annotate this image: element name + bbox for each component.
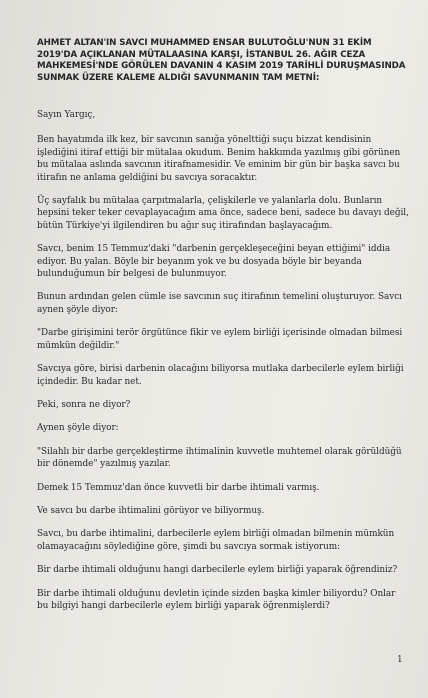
paragraph: Savcı, bu darbe ihtimalini, darbecilerle eylem birliği olmadan bilmenin mümkün olamayacağını söylediğine göre, şimdi bu savcıya sormak istiyorum: [37,529,395,552]
paragraph: Üç sayfalık bu mütalaa çarpıtmalarla, çelişkilerle ve yalanlarla dolu. Bunların hepsini teker teker cevaplayacağım ama önce, sadece beni, sadece bu davayı değil, bütün Türkiye'yi ilgilendiren bu ağır suç itirafından başlayacağım. [37,196,409,231]
paragraph: Aynen şöyle diyor: [37,423,119,434]
paragraph: Bir darbe ihtimali olduğunu hangi darbecilerle eylem birliği yaparak öğrendiniz? [37,565,398,576]
document-body [37,38,409,623]
salutation: Sayın Yargıç, [37,110,96,120]
document-heading: AHMET ALTAN'IN SAVCI MUHAMMED ENSAR BULUTOĞLU'NUN 31 EKİM 2019'DA AÇIKLANAN MÜTALAASINA KARŞI, İSTANBUL 26. AĞIR CEZA MAHKEMESİ'NDE GÖRÜLEN DAVANIN 4 KASIM 2019 TARİHLİ DURUŞMASINDA SUNMAK ÜZERE KALEME ALDIĞI SAVUNMANIN TAM METNİ: [37,38,406,83]
paragraph: Ve savcı bu darbe ihtimalini görüyor ve biliyormuş. [37,505,265,516]
paragraph: Bir darbe ihtimali olduğunu devletin içinde sizden başka kimler biliyordu? Onlar bu bilgiyi hangi darbecilerle eylem birliği yaparak öğrenmişlerdi? [37,588,396,611]
paragraph: Savcı, benim 15 Temmuz'daki "darbenin gerçekleşeceğini beyan ettiğimi" iddia ediyor. Bu yalan. Böyle bir beyanım yok ve bu dosyada böyle bir beyanda bulunduğumun bir belgesi de bulunmuyor. [37,244,391,280]
paragraph: Ben hayatımda ilk kez, bir savcının sanığa yönelttiği suçu bizzat kendisinin işlediğini itiraf ettiği bir mütalaa okudum. Benim hakkımda yazılmış gibi görünen bu mütalaa aslında savcının itirafnamesidir. Ve eminim bir gün bir başka savcı bu itirafın ne anlama geldiğini bu savcıya soracaktır. [37,135,401,183]
quote-paragraph: "Darbe girişimini terör örgütünce fikir ve eylem birliği içerisinde olmadan bilmesi mümkün değildir." [37,328,403,351]
page-number: 1 [397,655,403,665]
paragraph: Demek 15 Temmuz'dan önce kuvvetli bir darbe ihtimali varmış. [37,482,320,493]
quote-paragraph: "Silahlı bir darbe gerçekleştirme ihtimalinin kuvvetle muhtemel olarak görüldüğü bir dönemde" yazılmış yazılar. [37,446,402,470]
paragraph: Peki, sonra ne diyor? [37,399,131,410]
paragraph: Savcıya göre, birisi darbenin olacağını biliyorsa mutlaka darbecilerle eylem birliği içindedir. Bu kadar net. [37,364,404,387]
paragraph: Bunun ardından gelen cümle ise savcının suç itirafının temelini oluşturuyor. Savcı aynen şöyle diyor: [37,292,402,315]
